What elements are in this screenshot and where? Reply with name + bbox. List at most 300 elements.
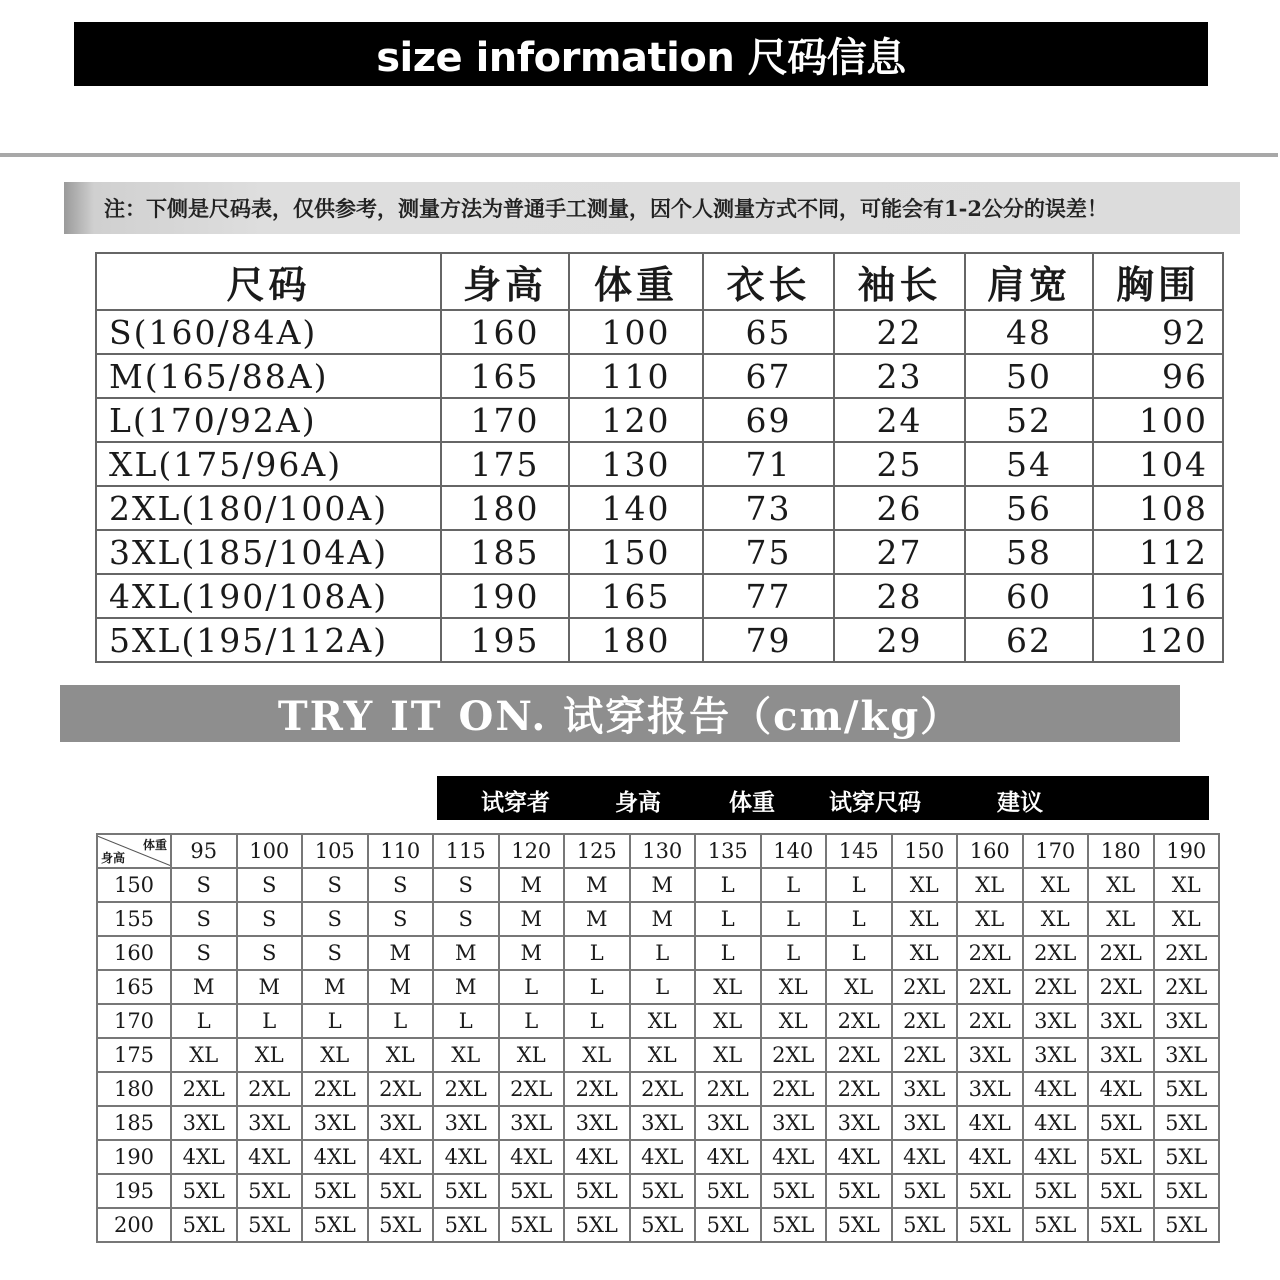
fit-size-cell: XL bbox=[761, 1004, 827, 1038]
size-value-cell: 165 bbox=[569, 574, 703, 618]
fit-size-cell: L bbox=[695, 868, 761, 902]
fit-size-cell: S bbox=[368, 868, 434, 902]
size-value-cell: 26 bbox=[834, 486, 965, 530]
fit-size-cell: M bbox=[630, 902, 696, 936]
fit-size-cell: XL bbox=[892, 902, 958, 936]
size-value-cell: 180 bbox=[441, 486, 569, 530]
fit-size-cell: 2XL bbox=[302, 1072, 368, 1106]
size-value-cell: 69 bbox=[703, 398, 834, 442]
fit-size-cell: M bbox=[499, 868, 565, 902]
size-value-cell: 100 bbox=[569, 310, 703, 354]
fit-row bbox=[97, 1208, 1219, 1242]
fit-size-cell: 5XL bbox=[171, 1208, 237, 1242]
fit-row bbox=[97, 1038, 1219, 1072]
fit-row bbox=[97, 1072, 1219, 1106]
fit-size-cell: XL bbox=[433, 1038, 499, 1072]
size-value-cell: 110 bbox=[569, 354, 703, 398]
size-row bbox=[96, 486, 1223, 530]
fit-size-cell: 4XL bbox=[302, 1140, 368, 1174]
fit-size-cell: S bbox=[237, 868, 303, 902]
fit-size-cell: 3XL bbox=[499, 1106, 565, 1140]
weight-header-cell: 120 bbox=[499, 834, 565, 868]
size-value-cell: 58 bbox=[965, 530, 1093, 574]
fit-size-cell: 3XL bbox=[761, 1106, 827, 1140]
fit-size-cell: S bbox=[302, 902, 368, 936]
size-value-cell: 48 bbox=[965, 310, 1093, 354]
fit-size-cell: 2XL bbox=[1088, 970, 1154, 1004]
label-advice: 建议 bbox=[997, 790, 1043, 816]
size-row bbox=[96, 398, 1223, 442]
fit-size-cell: 5XL bbox=[1154, 1208, 1220, 1242]
fit-size-cell: L bbox=[826, 902, 892, 936]
fit-size-cell: 2XL bbox=[564, 1072, 630, 1106]
fit-size-cell: M bbox=[433, 970, 499, 1004]
fit-size-cell: 2XL bbox=[433, 1072, 499, 1106]
weight-header-cell: 125 bbox=[564, 834, 630, 868]
fit-size-cell: 3XL bbox=[630, 1106, 696, 1140]
fit-size-cell: 2XL bbox=[237, 1072, 303, 1106]
fit-size-cell: 5XL bbox=[499, 1174, 565, 1208]
label-height: 身高 bbox=[615, 790, 661, 816]
fit-size-cell: S bbox=[171, 868, 237, 902]
size-chart-table bbox=[95, 252, 1224, 663]
size-label-cell: 3XL(185/104A) bbox=[96, 530, 441, 574]
height-cell: 165 bbox=[97, 970, 171, 1004]
weight-header-cell: 170 bbox=[1023, 834, 1089, 868]
fit-row bbox=[97, 1004, 1219, 1038]
fit-row bbox=[97, 970, 1219, 1004]
weight-header-cell: 105 bbox=[302, 834, 368, 868]
fit-size-cell: 4XL bbox=[433, 1140, 499, 1174]
size-value-cell: 67 bbox=[703, 354, 834, 398]
height-cell: 160 bbox=[97, 936, 171, 970]
fit-size-cell: S bbox=[302, 868, 368, 902]
fit-size-cell: 5XL bbox=[761, 1174, 827, 1208]
fit-size-cell: M bbox=[302, 970, 368, 1004]
size-value-cell: 54 bbox=[965, 442, 1093, 486]
height-cell: 200 bbox=[97, 1208, 171, 1242]
weight-header-cell: 115 bbox=[433, 834, 499, 868]
fit-size-cell: 5XL bbox=[237, 1174, 303, 1208]
fit-row bbox=[97, 1106, 1219, 1140]
fit-size-cell: 2XL bbox=[957, 1004, 1023, 1038]
size-value-cell: 112 bbox=[1093, 530, 1223, 574]
fit-size-cell: 4XL bbox=[957, 1140, 1023, 1174]
fit-size-cell: 3XL bbox=[826, 1106, 892, 1140]
size-label-cell: XL(175/96A) bbox=[96, 442, 441, 486]
fit-size-cell: XL bbox=[957, 868, 1023, 902]
fit-size-cell: 4XL bbox=[499, 1140, 565, 1174]
fit-size-cell: 5XL bbox=[695, 1208, 761, 1242]
label-size-tried: 试穿尺码 bbox=[829, 790, 921, 816]
size-value-cell: 71 bbox=[703, 442, 834, 486]
weight-header-cell: 180 bbox=[1088, 834, 1154, 868]
fit-size-cell: 4XL bbox=[368, 1140, 434, 1174]
fit-size-cell: XL bbox=[695, 1038, 761, 1072]
size-label-cell: S(160/84A) bbox=[96, 310, 441, 354]
height-cell: 180 bbox=[97, 1072, 171, 1106]
notice-text: 注：下侧是尺码表，仅供参考，测量方法为普通手工测量，因个人测量方式不同，可能会有1-2公分的误差！ bbox=[104, 196, 1108, 221]
fit-size-cell: XL bbox=[1088, 868, 1154, 902]
fit-size-cell: 2XL bbox=[630, 1072, 696, 1106]
fit-size-cell: 5XL bbox=[499, 1208, 565, 1242]
fit-size-cell: L bbox=[826, 868, 892, 902]
size-value-cell: 120 bbox=[1093, 618, 1223, 662]
size-value-cell: 75 bbox=[703, 530, 834, 574]
fit-row bbox=[97, 936, 1219, 970]
fit-size-cell: M bbox=[368, 936, 434, 970]
corner-weight-label: 体重 bbox=[142, 838, 167, 852]
fit-size-cell: XL bbox=[892, 868, 958, 902]
size-value-cell: 120 bbox=[569, 398, 703, 442]
fit-size-cell: XL bbox=[1023, 902, 1089, 936]
fit-size-cell: 2XL bbox=[957, 936, 1023, 970]
section-divider bbox=[0, 153, 1278, 157]
fit-size-cell: 5XL bbox=[302, 1174, 368, 1208]
size-value-cell: 24 bbox=[834, 398, 965, 442]
fit-size-cell: 3XL bbox=[1154, 1004, 1220, 1038]
weight-header-cell: 110 bbox=[368, 834, 434, 868]
size-value-cell: 160 bbox=[441, 310, 569, 354]
size-row bbox=[96, 442, 1223, 486]
fit-size-cell: M bbox=[499, 902, 565, 936]
size-label-cell: 2XL(180/100A) bbox=[96, 486, 441, 530]
fit-size-cell: XL bbox=[237, 1038, 303, 1072]
size-col-header: 肩宽 bbox=[965, 253, 1093, 310]
fit-size-cell: XL bbox=[564, 1038, 630, 1072]
size-col-header: 衣长 bbox=[703, 253, 834, 310]
label-tester: 试穿者 bbox=[481, 790, 550, 816]
size-value-cell: 190 bbox=[441, 574, 569, 618]
size-value-cell: 130 bbox=[569, 442, 703, 486]
fit-size-cell: 5XL bbox=[564, 1174, 630, 1208]
fit-size-cell: 5XL bbox=[368, 1174, 434, 1208]
fit-size-cell: XL bbox=[171, 1038, 237, 1072]
weight-header-cell: 145 bbox=[826, 834, 892, 868]
size-value-cell: 28 bbox=[834, 574, 965, 618]
size-value-cell: 116 bbox=[1093, 574, 1223, 618]
fit-size-cell: 2XL bbox=[892, 970, 958, 1004]
size-row bbox=[96, 310, 1223, 354]
size-value-cell: 92 bbox=[1093, 310, 1223, 354]
corner-cell bbox=[97, 834, 171, 868]
height-cell: 195 bbox=[97, 1174, 171, 1208]
fit-size-cell: 5XL bbox=[1088, 1208, 1154, 1242]
fit-size-cell: 5XL bbox=[1154, 1140, 1220, 1174]
fit-size-cell: 2XL bbox=[761, 1072, 827, 1106]
fit-size-cell: 5XL bbox=[302, 1208, 368, 1242]
fit-size-cell: 2XL bbox=[1154, 970, 1220, 1004]
size-value-cell: 104 bbox=[1093, 442, 1223, 486]
fit-size-cell: S bbox=[433, 902, 499, 936]
fit-size-cell: L bbox=[564, 936, 630, 970]
fit-size-cell: 2XL bbox=[695, 1072, 761, 1106]
fit-size-cell: L bbox=[499, 1004, 565, 1038]
fit-size-cell: M bbox=[499, 936, 565, 970]
fit-size-cell: S bbox=[433, 868, 499, 902]
fit-size-cell: 5XL bbox=[630, 1208, 696, 1242]
fit-size-cell: L bbox=[564, 1004, 630, 1038]
size-value-cell: 150 bbox=[569, 530, 703, 574]
size-col-header: 尺码 bbox=[96, 253, 441, 310]
fit-size-cell: 3XL bbox=[302, 1106, 368, 1140]
size-value-cell: 50 bbox=[965, 354, 1093, 398]
fit-row bbox=[97, 1140, 1219, 1174]
fit-size-cell: M bbox=[564, 868, 630, 902]
fit-size-cell: L bbox=[433, 1004, 499, 1038]
fit-size-cell: L bbox=[630, 936, 696, 970]
fit-size-cell: L bbox=[564, 970, 630, 1004]
fit-row bbox=[97, 1174, 1219, 1208]
height-cell: 170 bbox=[97, 1004, 171, 1038]
fit-size-cell: 5XL bbox=[1154, 1174, 1220, 1208]
size-value-cell: 27 bbox=[834, 530, 965, 574]
weight-header-cell: 140 bbox=[761, 834, 827, 868]
fit-size-cell: 3XL bbox=[564, 1106, 630, 1140]
size-row bbox=[96, 354, 1223, 398]
fit-size-cell: 3XL bbox=[1023, 1038, 1089, 1072]
fit-size-cell: L bbox=[237, 1004, 303, 1038]
fit-size-cell: M bbox=[368, 970, 434, 1004]
fit-size-cell: 4XL bbox=[892, 1140, 958, 1174]
weight-header-cell: 135 bbox=[695, 834, 761, 868]
fit-size-cell: 4XL bbox=[761, 1140, 827, 1174]
fit-size-cell: S bbox=[171, 902, 237, 936]
fit-size-cell: 5XL bbox=[826, 1208, 892, 1242]
fit-size-cell: 2XL bbox=[1023, 936, 1089, 970]
size-value-cell: 60 bbox=[965, 574, 1093, 618]
fit-size-cell: M bbox=[433, 936, 499, 970]
fit-size-cell: 5XL bbox=[957, 1208, 1023, 1242]
fit-size-cell: XL bbox=[1088, 902, 1154, 936]
fit-size-cell: XL bbox=[1154, 902, 1220, 936]
fit-row bbox=[97, 868, 1219, 902]
fit-size-cell: 2XL bbox=[761, 1038, 827, 1072]
fit-size-cell: 5XL bbox=[892, 1208, 958, 1242]
weight-header-cell: 95 bbox=[171, 834, 237, 868]
size-value-cell: 165 bbox=[441, 354, 569, 398]
fit-size-cell: 3XL bbox=[892, 1072, 958, 1106]
fit-size-cell: 5XL bbox=[695, 1174, 761, 1208]
size-col-header: 体重 bbox=[569, 253, 703, 310]
size-row bbox=[96, 618, 1223, 662]
fit-size-cell: M bbox=[237, 970, 303, 1004]
fit-size-cell: 2XL bbox=[171, 1072, 237, 1106]
fit-size-cell: L bbox=[302, 1004, 368, 1038]
fit-size-cell: 3XL bbox=[695, 1106, 761, 1140]
fit-size-cell: 3XL bbox=[1023, 1004, 1089, 1038]
fit-size-cell: 4XL bbox=[1023, 1072, 1089, 1106]
fit-size-cell: L bbox=[761, 902, 827, 936]
weight-header-cell: 130 bbox=[630, 834, 696, 868]
size-col-header: 身高 bbox=[441, 253, 569, 310]
try-on-label-bar bbox=[437, 776, 1209, 820]
size-value-cell: 52 bbox=[965, 398, 1093, 442]
fit-size-cell: 5XL bbox=[1023, 1174, 1089, 1208]
fit-row bbox=[97, 902, 1219, 936]
size-value-cell: 79 bbox=[703, 618, 834, 662]
size-chart-header-row bbox=[96, 253, 1223, 310]
size-label-cell: 4XL(190/108A) bbox=[96, 574, 441, 618]
size-value-cell: 96 bbox=[1093, 354, 1223, 398]
size-value-cell: 22 bbox=[834, 310, 965, 354]
fit-size-cell: L bbox=[368, 1004, 434, 1038]
fit-size-cell: S bbox=[237, 902, 303, 936]
size-value-cell: 77 bbox=[703, 574, 834, 618]
fit-size-cell: XL bbox=[1154, 868, 1220, 902]
size-value-cell: 65 bbox=[703, 310, 834, 354]
fit-size-cell: 5XL bbox=[1088, 1140, 1154, 1174]
fit-size-cell: L bbox=[761, 868, 827, 902]
size-value-cell: 23 bbox=[834, 354, 965, 398]
height-cell: 190 bbox=[97, 1140, 171, 1174]
fit-size-cell: 2XL bbox=[1154, 936, 1220, 970]
fit-size-cell: 5XL bbox=[237, 1208, 303, 1242]
size-row bbox=[96, 574, 1223, 618]
fit-size-cell: XL bbox=[761, 970, 827, 1004]
size-label-cell: L(170/92A) bbox=[96, 398, 441, 442]
size-value-cell: 100 bbox=[1093, 398, 1223, 442]
fit-size-cell: 2XL bbox=[826, 1072, 892, 1106]
fit-size-cell: 5XL bbox=[171, 1174, 237, 1208]
fit-size-cell: 3XL bbox=[957, 1072, 1023, 1106]
fit-size-cell: 5XL bbox=[630, 1174, 696, 1208]
size-value-cell: 185 bbox=[441, 530, 569, 574]
fit-size-cell: 2XL bbox=[1088, 936, 1154, 970]
fit-size-cell: 2XL bbox=[892, 1038, 958, 1072]
fit-size-cell: 4XL bbox=[695, 1140, 761, 1174]
fit-size-cell: 3XL bbox=[892, 1106, 958, 1140]
fit-size-cell: XL bbox=[499, 1038, 565, 1072]
fit-size-cell: S bbox=[237, 936, 303, 970]
size-value-cell: 73 bbox=[703, 486, 834, 530]
measurement-notice bbox=[64, 182, 1240, 234]
fit-size-cell: S bbox=[171, 936, 237, 970]
fit-recommendation-table bbox=[96, 833, 1220, 1243]
fit-size-cell: 5XL bbox=[1023, 1208, 1089, 1242]
size-value-cell: 140 bbox=[569, 486, 703, 530]
size-value-cell: 108 bbox=[1093, 486, 1223, 530]
fit-size-cell: XL bbox=[368, 1038, 434, 1072]
fit-size-cell: XL bbox=[695, 1004, 761, 1038]
height-cell: 150 bbox=[97, 868, 171, 902]
size-value-cell: 25 bbox=[834, 442, 965, 486]
fit-size-cell: 4XL bbox=[1088, 1072, 1154, 1106]
fit-size-cell: 5XL bbox=[368, 1208, 434, 1242]
size-col-header: 胸围 bbox=[1093, 253, 1223, 310]
fit-size-cell: 5XL bbox=[1088, 1106, 1154, 1140]
fit-size-cell: 3XL bbox=[1088, 1004, 1154, 1038]
try-on-banner bbox=[60, 685, 1180, 742]
fit-size-cell: L bbox=[499, 970, 565, 1004]
fit-table-header-row bbox=[97, 834, 1219, 868]
fit-size-cell: 2XL bbox=[499, 1072, 565, 1106]
weight-header-cell: 150 bbox=[892, 834, 958, 868]
fit-size-cell: 3XL bbox=[368, 1106, 434, 1140]
height-cell: 185 bbox=[97, 1106, 171, 1140]
size-value-cell: 56 bbox=[965, 486, 1093, 530]
weight-header-cell: 160 bbox=[957, 834, 1023, 868]
weight-header-cell: 190 bbox=[1154, 834, 1220, 868]
fit-size-cell: 3XL bbox=[957, 1038, 1023, 1072]
fit-size-cell: 5XL bbox=[1154, 1072, 1220, 1106]
fit-size-cell: L bbox=[826, 936, 892, 970]
size-row bbox=[96, 530, 1223, 574]
size-value-cell: 170 bbox=[441, 398, 569, 442]
fit-size-cell: XL bbox=[695, 970, 761, 1004]
fit-size-cell: L bbox=[695, 902, 761, 936]
fit-size-cell: 5XL bbox=[1088, 1174, 1154, 1208]
fit-size-cell: XL bbox=[826, 970, 892, 1004]
label-weight: 体重 bbox=[729, 790, 775, 816]
fit-size-cell: M bbox=[171, 970, 237, 1004]
fit-size-cell: 4XL bbox=[630, 1140, 696, 1174]
fit-size-cell: 3XL bbox=[1154, 1038, 1220, 1072]
try-on-title: TRY IT ON. 试穿报告（cm/kg） bbox=[277, 693, 963, 740]
fit-size-cell: M bbox=[564, 902, 630, 936]
fit-size-cell: 4XL bbox=[826, 1140, 892, 1174]
fit-size-cell: L bbox=[761, 936, 827, 970]
fit-size-cell: 5XL bbox=[1154, 1106, 1220, 1140]
corner-height-label: 身高 bbox=[101, 851, 126, 865]
fit-size-cell: 4XL bbox=[1023, 1106, 1089, 1140]
fit-size-cell: 4XL bbox=[171, 1140, 237, 1174]
fit-size-cell: 2XL bbox=[1023, 970, 1089, 1004]
size-col-header: 袖长 bbox=[834, 253, 965, 310]
size-info-banner bbox=[74, 22, 1208, 86]
size-label-cell: 5XL(195/112A) bbox=[96, 618, 441, 662]
fit-size-cell: 5XL bbox=[433, 1208, 499, 1242]
fit-size-cell: 5XL bbox=[564, 1208, 630, 1242]
fit-size-cell: L bbox=[171, 1004, 237, 1038]
weight-header-cell: 100 bbox=[237, 834, 303, 868]
fit-size-cell: S bbox=[302, 936, 368, 970]
size-label-cell: M(165/88A) bbox=[96, 354, 441, 398]
fit-size-cell: XL bbox=[630, 1038, 696, 1072]
height-cell: 155 bbox=[97, 902, 171, 936]
size-value-cell: 180 bbox=[569, 618, 703, 662]
size-value-cell: 29 bbox=[834, 618, 965, 662]
size-value-cell: 62 bbox=[965, 618, 1093, 662]
fit-size-cell: 5XL bbox=[826, 1174, 892, 1208]
fit-size-cell: XL bbox=[957, 902, 1023, 936]
fit-size-cell: 2XL bbox=[368, 1072, 434, 1106]
size-value-cell: 175 bbox=[441, 442, 569, 486]
fit-size-cell: 3XL bbox=[1088, 1038, 1154, 1072]
fit-size-cell: L bbox=[630, 970, 696, 1004]
fit-size-cell: XL bbox=[1023, 868, 1089, 902]
fit-size-cell: 4XL bbox=[237, 1140, 303, 1174]
fit-size-cell: 5XL bbox=[892, 1174, 958, 1208]
fit-size-cell: L bbox=[695, 936, 761, 970]
fit-size-cell: XL bbox=[892, 936, 958, 970]
fit-size-cell: 4XL bbox=[957, 1106, 1023, 1140]
size-info-title: size information 尺码信息 bbox=[376, 34, 906, 81]
fit-size-cell: 2XL bbox=[826, 1004, 892, 1038]
height-cell: 175 bbox=[97, 1038, 171, 1072]
fit-size-cell: 5XL bbox=[761, 1208, 827, 1242]
fit-size-cell: 3XL bbox=[237, 1106, 303, 1140]
fit-size-cell: 2XL bbox=[826, 1038, 892, 1072]
fit-size-cell: 2XL bbox=[957, 970, 1023, 1004]
fit-size-cell: 2XL bbox=[892, 1004, 958, 1038]
fit-size-cell: 3XL bbox=[171, 1106, 237, 1140]
size-value-cell: 195 bbox=[441, 618, 569, 662]
fit-size-cell: 5XL bbox=[957, 1174, 1023, 1208]
fit-size-cell: M bbox=[630, 868, 696, 902]
fit-size-cell: 4XL bbox=[564, 1140, 630, 1174]
fit-size-cell: 3XL bbox=[433, 1106, 499, 1140]
